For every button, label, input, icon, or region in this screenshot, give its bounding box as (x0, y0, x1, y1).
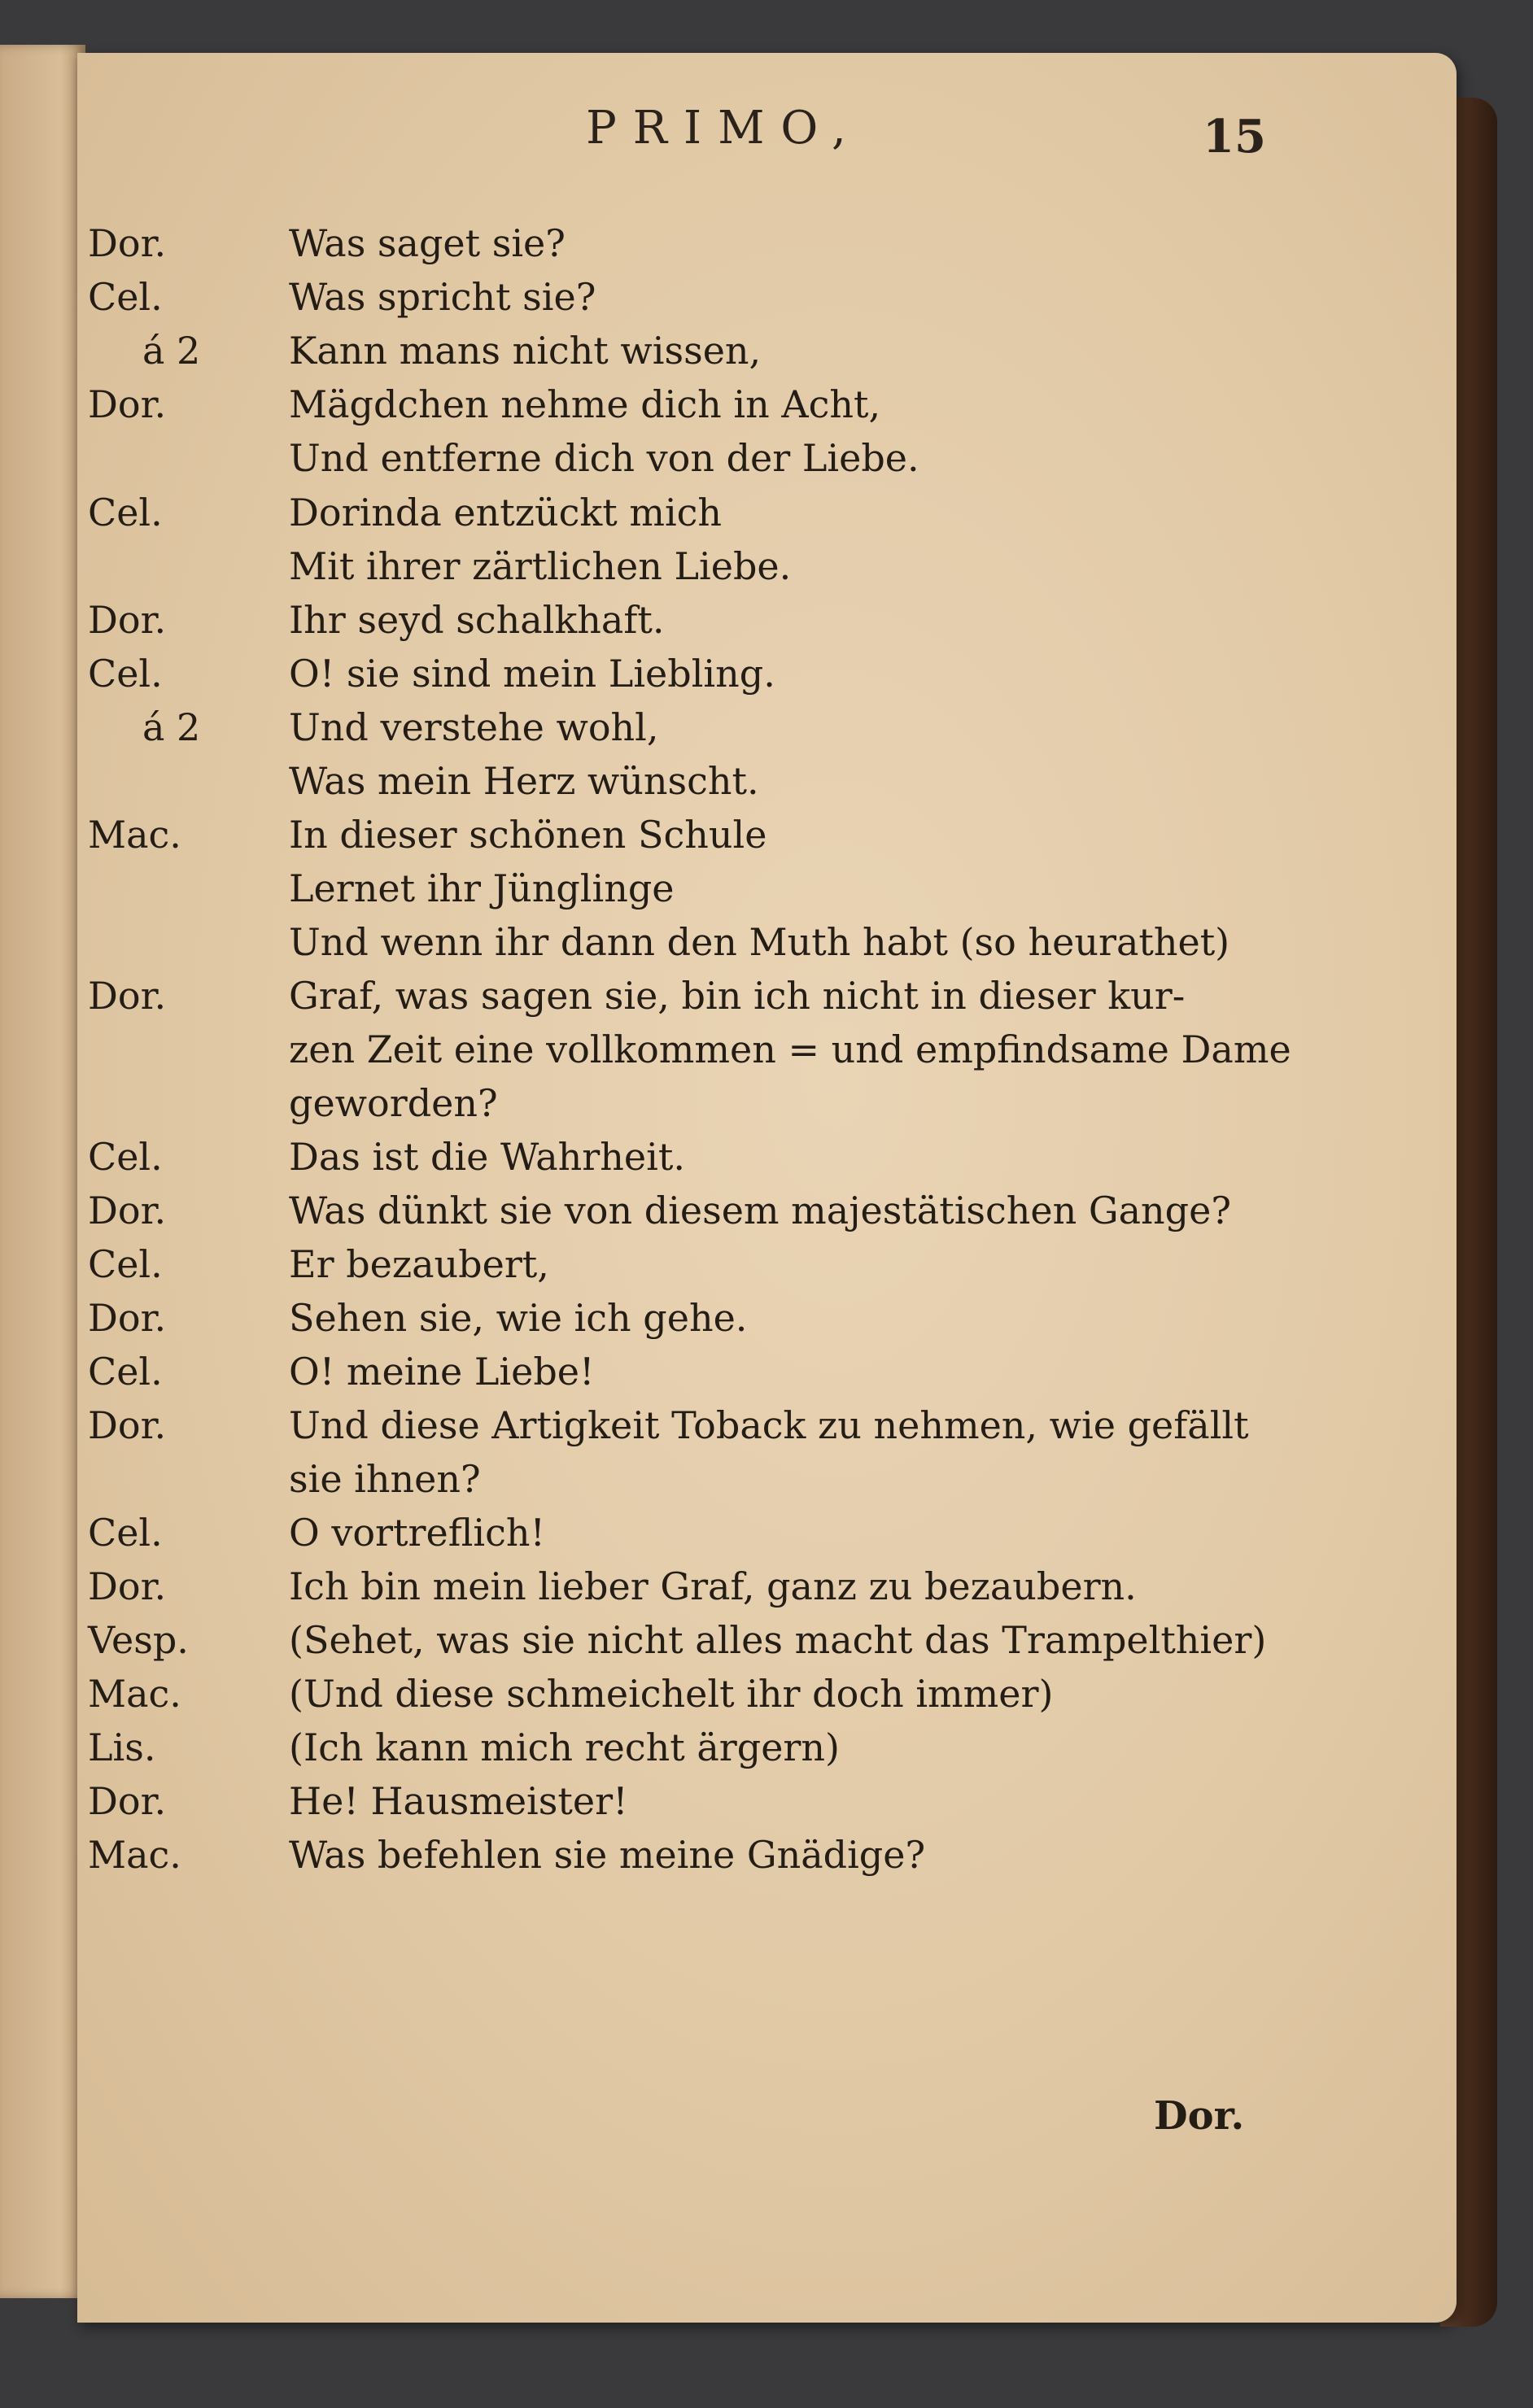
dialogue-line: Lernet ihr Jünglinge (289, 866, 675, 910)
dialogue-line: (Und diese schmeichelt ihr doch immer) (289, 1672, 1054, 1716)
dialogue-line: sie ihnen? (289, 1457, 481, 1501)
speaker-label: Cel. (88, 491, 163, 534)
dialogue-row (0, 221, 1533, 273)
dialogue-line: geworden? (289, 1081, 498, 1125)
dialogue-row (0, 1457, 1533, 1509)
speaker-label: Dor. (88, 1403, 167, 1447)
dialogue-line: Was saget sie? (289, 221, 566, 265)
dialogue-line: Was spricht sie? (289, 275, 596, 319)
dialogue-row (0, 759, 1533, 811)
speaker-label: Cel. (88, 1511, 163, 1555)
dialogue-line: O vortreflich! (289, 1511, 545, 1555)
dialogue-row (0, 544, 1533, 596)
dialogue-row (0, 1725, 1533, 1778)
dialogue-row (0, 1833, 1533, 1885)
dialogue-line: Was befehlen sie meine Gnädige? (289, 1833, 926, 1877)
dialogue-row (0, 866, 1533, 918)
dialogue-row (0, 1135, 1533, 1187)
dialogue-line: Und verstehe wohl, (289, 705, 659, 749)
speaker-label: á 2 (142, 329, 201, 373)
dialogue-line: Er bezaubert, (289, 1242, 549, 1286)
dialogue-row (0, 1511, 1533, 1563)
speaker-label: Mac. (88, 1833, 181, 1877)
speaker-label: Cel. (88, 652, 163, 696)
dialogue-row (0, 1027, 1533, 1080)
dialogue-row (0, 598, 1533, 650)
dialogue-line: Ich bin mein lieber Graf, ganz zu bezaubern. (289, 1564, 1137, 1608)
dialogue-row (0, 1081, 1533, 1133)
dialogue-row (0, 1618, 1533, 1670)
dialogue-row (0, 1564, 1533, 1616)
dialogue-line: In dieser schönen Schule (289, 813, 767, 857)
speaker-label: Dor. (88, 1564, 167, 1608)
dialogue-line: O! meine Liebe! (289, 1350, 595, 1394)
dialogue-row (0, 436, 1533, 488)
dialogue-line: Was mein Herz wünscht. (289, 759, 759, 803)
dialogue-row (0, 920, 1533, 972)
dialogue-row (0, 1672, 1533, 1724)
speaker-label: Dor. (88, 1189, 167, 1232)
dialogue-row (0, 275, 1533, 327)
dialogue-line: Ihr seyd schalkhaft. (289, 598, 665, 642)
dialogue-row (0, 1779, 1533, 1831)
dialogue-row (0, 705, 1533, 757)
speaker-label: Cel. (88, 1350, 163, 1394)
page-number: 15 (1203, 110, 1266, 164)
dialogue-row (0, 329, 1533, 381)
speaker-label: Dor. (88, 1296, 167, 1340)
dialogue-row (0, 382, 1533, 434)
speaker-label: Mac. (88, 1672, 181, 1716)
dialogue-line: Kann mans nicht wissen, (289, 329, 762, 373)
dialogue-line: Und wenn ihr dann den Muth habt (so heurathet) (289, 920, 1230, 964)
catchword: Dor. (1154, 2093, 1245, 2139)
speaker-label: Cel. (88, 275, 163, 319)
speaker-label: Mac. (88, 813, 181, 857)
dialogue-row (0, 1403, 1533, 1455)
dialogue-line: Sehen sie, wie ich gehe. (289, 1296, 748, 1340)
speaker-label: Vesp. (88, 1618, 189, 1662)
speaker-label: Cel. (88, 1135, 163, 1179)
speaker-label: Dor. (88, 221, 167, 265)
dialogue-line: (Sehet, was sie nicht alles macht das Trampelthier) (289, 1618, 1267, 1662)
speaker-label: Dor. (88, 598, 167, 642)
running-head: PRIMO, (586, 102, 863, 155)
speaker-label: Dor. (88, 974, 167, 1018)
dialogue-line: O! sie sind mein Liebling. (289, 652, 775, 696)
dialogue-line: Und entferne dich von der Liebe. (289, 436, 919, 480)
speaker-label: Cel. (88, 1242, 163, 1286)
dialogue-line: zen Zeit eine vollkommen = und empfindsame Dame (289, 1027, 1291, 1071)
dialogue-line: Dorinda entzückt mich (289, 491, 723, 534)
dialogue-line: Graf, was sagen sie, bin ich nicht in dieser kur- (289, 974, 1186, 1018)
dialogue-row (0, 652, 1533, 704)
dialogue-line: Und diese Artigkeit Toback zu nehmen, wie gefällt (289, 1403, 1249, 1447)
dialogue-row (0, 1189, 1533, 1241)
dialogue-line: Mit ihrer zärtlichen Liebe. (289, 544, 792, 588)
speaker-label: Dor. (88, 1779, 167, 1823)
dialogue-row (0, 974, 1533, 1026)
dialogue-line: Was dünkt sie von diesem majestätischen Gange? (289, 1189, 1231, 1232)
dialogue-line: (Ich kann mich recht ärgern) (289, 1725, 840, 1769)
speaker-label: Lis. (88, 1725, 156, 1769)
dialogue-row (0, 1242, 1533, 1294)
speaker-label: á 2 (142, 705, 201, 749)
dialogue-row (0, 813, 1533, 865)
dialogue-line: He! Hausmeister! (289, 1779, 628, 1823)
dialogue-line: Das ist die Wahrheit. (289, 1135, 685, 1179)
dialogue-row (0, 491, 1533, 543)
dialogue-row (0, 1350, 1533, 1402)
speaker-label: Dor. (88, 382, 167, 426)
dialogue-row (0, 1296, 1533, 1348)
dialogue-line: Mägdchen nehme dich in Acht, (289, 382, 881, 426)
